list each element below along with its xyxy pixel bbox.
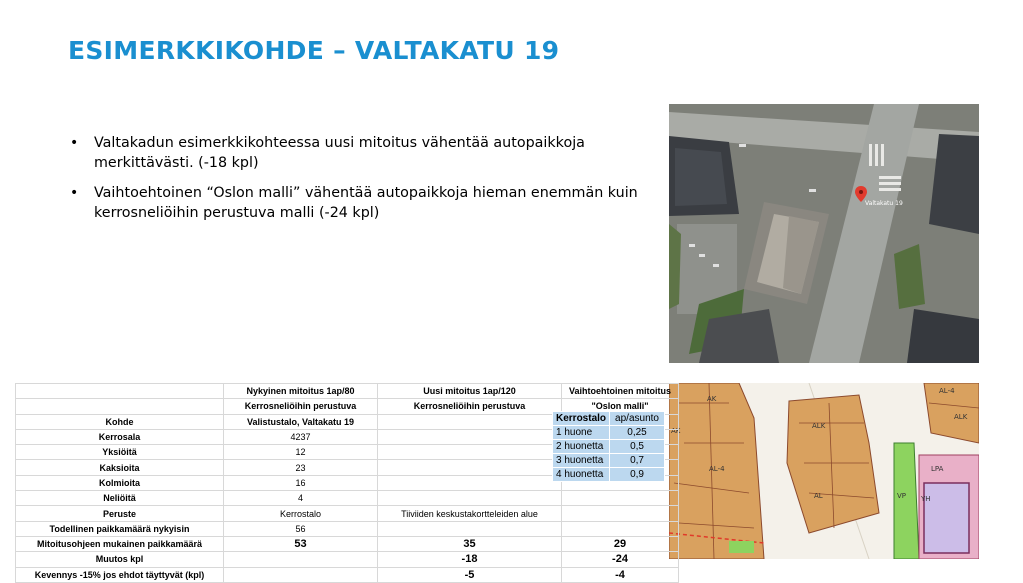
- table-cell: Valistustalo, Valtakatu 19: [224, 414, 378, 429]
- oslo-cell: 3 huonetta: [553, 454, 610, 468]
- oslo-cell: 0,5: [610, 440, 665, 454]
- table-header-cell: Nykyinen mitoitus 1ap/80: [224, 384, 378, 399]
- slide-title: ESIMERKKIKOHDE – VALTAKATU 19: [68, 36, 560, 65]
- oslo-cell: 2 huonetta: [553, 440, 610, 454]
- bullet-text: Valtakadun esimerkkikohteessa uusi mitoitus vähentää autopaikkoja merkittävästi. (-18 kpl): [94, 135, 585, 171]
- row-label: Neliöitä: [16, 491, 224, 506]
- zoning-label: AL-4: [939, 387, 955, 395]
- oslo-header-cell: ap/asunto: [610, 412, 665, 426]
- table-cell: [378, 414, 562, 429]
- oslo-cell: 1 huone: [553, 426, 610, 440]
- row-label: Yksiöitä: [16, 445, 224, 460]
- zoning-label: VP: [897, 492, 907, 500]
- table-cell: [378, 475, 562, 490]
- zoning-map-image: [669, 383, 979, 559]
- oslo-row: [553, 454, 665, 468]
- table-cell: [378, 429, 562, 444]
- table-header-cell: Vaihtoehtoinen mitoitus: [562, 384, 679, 399]
- oslo-header-row: [553, 412, 665, 426]
- aerial-map-marker-label: Valtakatu 19: [865, 200, 903, 207]
- oslo-cell: 0,9: [610, 468, 665, 482]
- table-cell: 56: [224, 521, 378, 536]
- table-cell: [224, 567, 378, 582]
- oslo-row: [553, 440, 665, 454]
- row-label: Kohde: [16, 414, 224, 429]
- table-cell: [562, 506, 679, 521]
- table-cell: 16: [224, 475, 378, 490]
- table-row: [16, 567, 679, 582]
- oslo-header-cell: Kerrostalo: [553, 412, 610, 426]
- bullet-text: Vaihtoehtoinen “Oslon malli” vähentää autopaikkoja hieman enemmän kuin kerrosneliöihin perustuva malli (-24 kpl): [94, 185, 638, 221]
- oslo-row: [553, 426, 665, 440]
- table-cell: [378, 491, 562, 506]
- table-cell: [378, 521, 562, 536]
- table-cell: [378, 460, 562, 475]
- zoning-label: AK: [671, 427, 681, 435]
- table-header-row: [16, 384, 679, 399]
- table-row: [16, 552, 679, 567]
- oslo-cell: 4 huonetta: [553, 468, 610, 482]
- table-cell: 23: [224, 460, 378, 475]
- table-row: [16, 521, 679, 536]
- row-label: Kevennys -15% jos ehdot täyttyvät (kpl): [16, 567, 224, 582]
- table-cell: 29: [562, 536, 679, 551]
- zoning-label: ALK: [812, 422, 826, 430]
- table-header-cell: Uusi mitoitus 1ap/120: [378, 384, 562, 399]
- table-cell: 12: [224, 445, 378, 460]
- row-label: Kerrosala: [16, 429, 224, 444]
- row-label: Kaksioita: [16, 460, 224, 475]
- table-cell: Kerrostalo: [224, 506, 378, 521]
- bullet-item: [70, 134, 650, 173]
- zoning-label: LPA: [931, 465, 944, 473]
- table-row: [16, 506, 679, 521]
- aerial-map-image: [669, 104, 979, 363]
- bullet-dot: •: [70, 135, 79, 151]
- zoning-label: AK: [707, 395, 717, 403]
- oslo-model-table: [552, 411, 665, 482]
- table-cell: [224, 552, 378, 567]
- row-label: Todellinen paikkamäärä nykyisin: [16, 521, 224, 536]
- row-label: Mitoitusohjeen mukainen paikkamäärä: [16, 536, 224, 551]
- zoning-label: AL-4: [709, 465, 725, 473]
- table-row: [16, 491, 679, 506]
- table-cell: [378, 445, 562, 460]
- table-cell: -24: [562, 552, 679, 567]
- table-cell: [562, 491, 679, 506]
- table-row: [16, 536, 679, 551]
- table-header-cell: Kerrosneliöihin perustuva: [378, 399, 562, 414]
- zoning-label: ALK: [954, 413, 968, 421]
- table-header-cell: Kerrosneliöihin perustuva: [224, 399, 378, 414]
- table-cell: 53: [224, 536, 378, 551]
- table-cell: 35: [378, 536, 562, 551]
- table-cell: -5: [378, 567, 562, 582]
- bullet-item: [70, 184, 650, 223]
- oslo-cell: 0,25: [610, 426, 665, 440]
- table-header-cell: [16, 384, 224, 399]
- table-cell: 4237: [224, 429, 378, 444]
- zoning-label: AL: [814, 492, 823, 500]
- table-cell: 4: [224, 491, 378, 506]
- table-header-cell: "Oslon malli": [562, 399, 679, 414]
- table-cell: -4: [562, 567, 679, 582]
- table-header-cell: [16, 399, 224, 414]
- table-cell: Tiiviiden keskustakortteleiden alue: [378, 506, 562, 521]
- row-label: Kolmioita: [16, 475, 224, 490]
- row-label: Peruste: [16, 506, 224, 521]
- bullet-list: [70, 134, 650, 234]
- bullet-dot: •: [70, 185, 79, 201]
- oslo-cell: 0,7: [610, 454, 665, 468]
- table-cell: -18: [378, 552, 562, 567]
- oslo-row: [553, 468, 665, 482]
- row-label: Muutos kpl: [16, 552, 224, 567]
- zoning-label: YH: [921, 495, 931, 503]
- table-cell: [562, 521, 679, 536]
